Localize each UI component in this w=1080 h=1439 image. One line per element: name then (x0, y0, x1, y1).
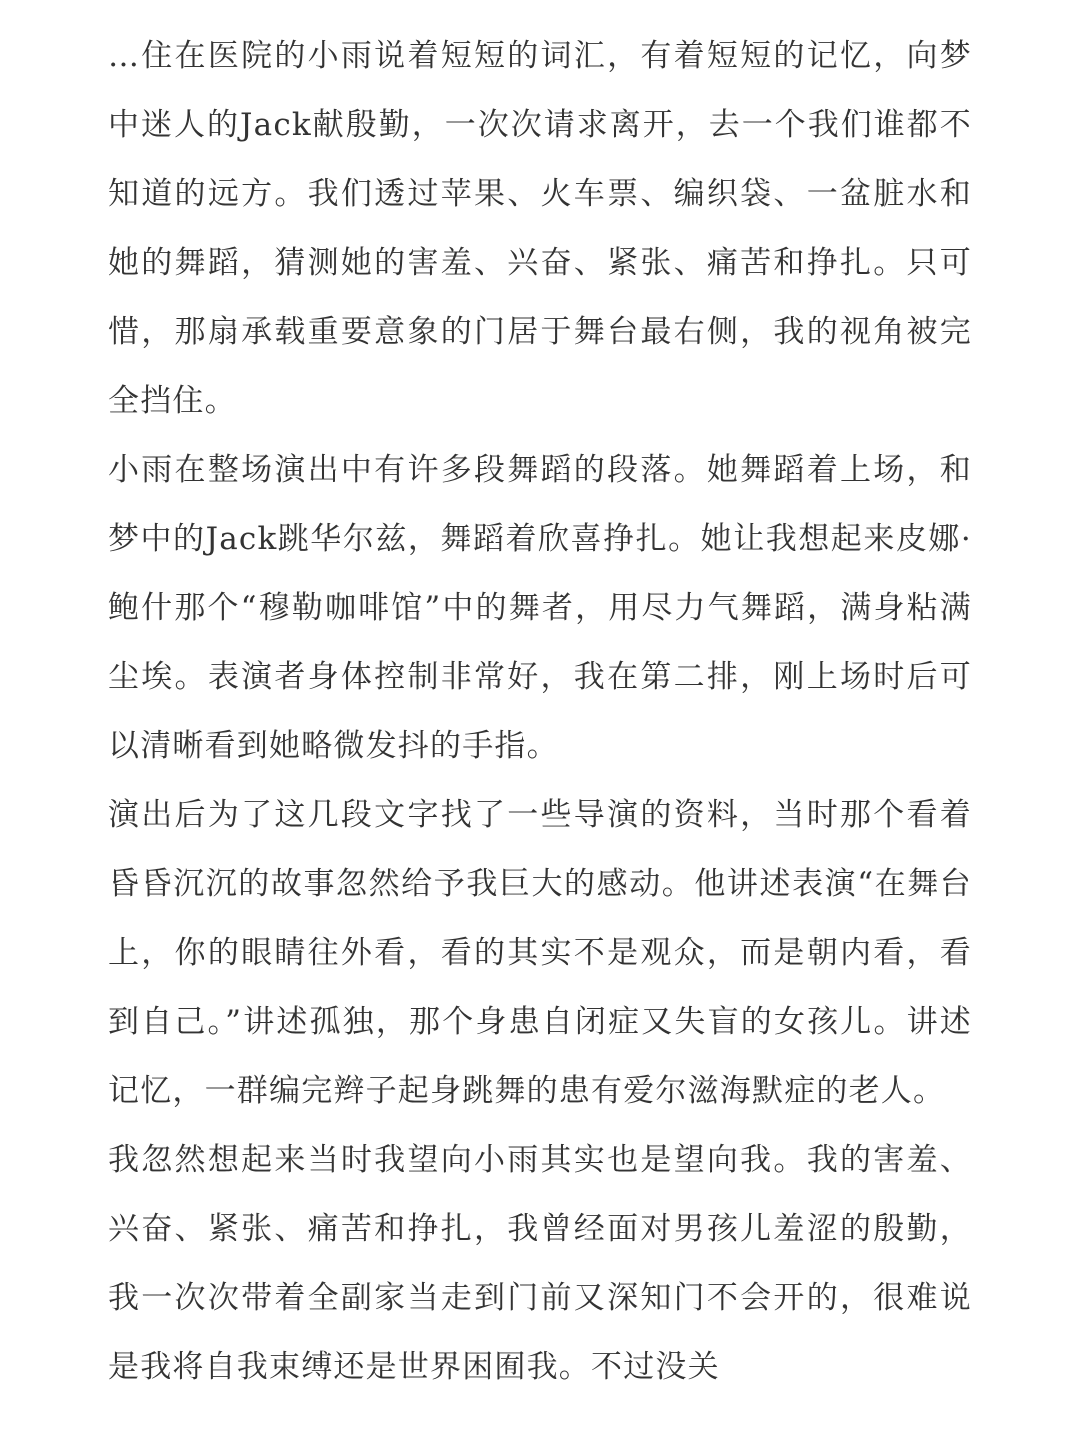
article-body (108, 22, 972, 1402)
paragraph: 演出后为了这几段文字找了一些导演的资料，当时那个看着昏昏沉沉的故事忽然给予我巨大的感动。他讲述表演“在舞台上，你的眼睛往外看，看的其实不是观众，而是朝内看，看到自己。”讲述孤独，那个身患自闭症又失盲的女孩儿。讲述记忆，一群编完辫子起身跳舞的患有爱尔滋海默症的老人。 (108, 797, 972, 1109)
paragraph: 小雨在整场演出中有许多段舞蹈的段落。她舞蹈着上场，和梦中的Jack跳华尔兹，舞蹈着欣喜挣扎。她让我想起来皮娜·鲍什那个“穆勒咖啡馆”中的舞者，用尽力气舞蹈，满身粘满尘埃。表演者身体控制非常好，我在第二排，刚上场时后可以清晰看到她略微发抖的手指。 (108, 452, 972, 764)
paragraph: …住在医院的小雨说着短短的词汇，有着短短的记忆，向梦中迷人的Jack献殷勤，一次次请求离开，去一个我们谁都不知道的远方。我们透过苹果、火车票、编织袋、一盆脏水和她的舞蹈，猜测她的害羞、兴奋、紧张、痛苦和挣扎。只可惜，那扇承载重要意象的门居于舞台最右侧，我的视角被完全挡住。 (108, 38, 972, 419)
paragraph: 我忽然想起来当时我望向小雨其实也是望向我。我的害羞、兴奋、紧张、痛苦和挣扎，我曾经面对男孩儿羞涩的殷勤，我一次次带着全副家当走到门前又深知门不会开的，很难说是我将自我束缚还是世界困囿我。不过没关 (108, 1142, 972, 1385)
